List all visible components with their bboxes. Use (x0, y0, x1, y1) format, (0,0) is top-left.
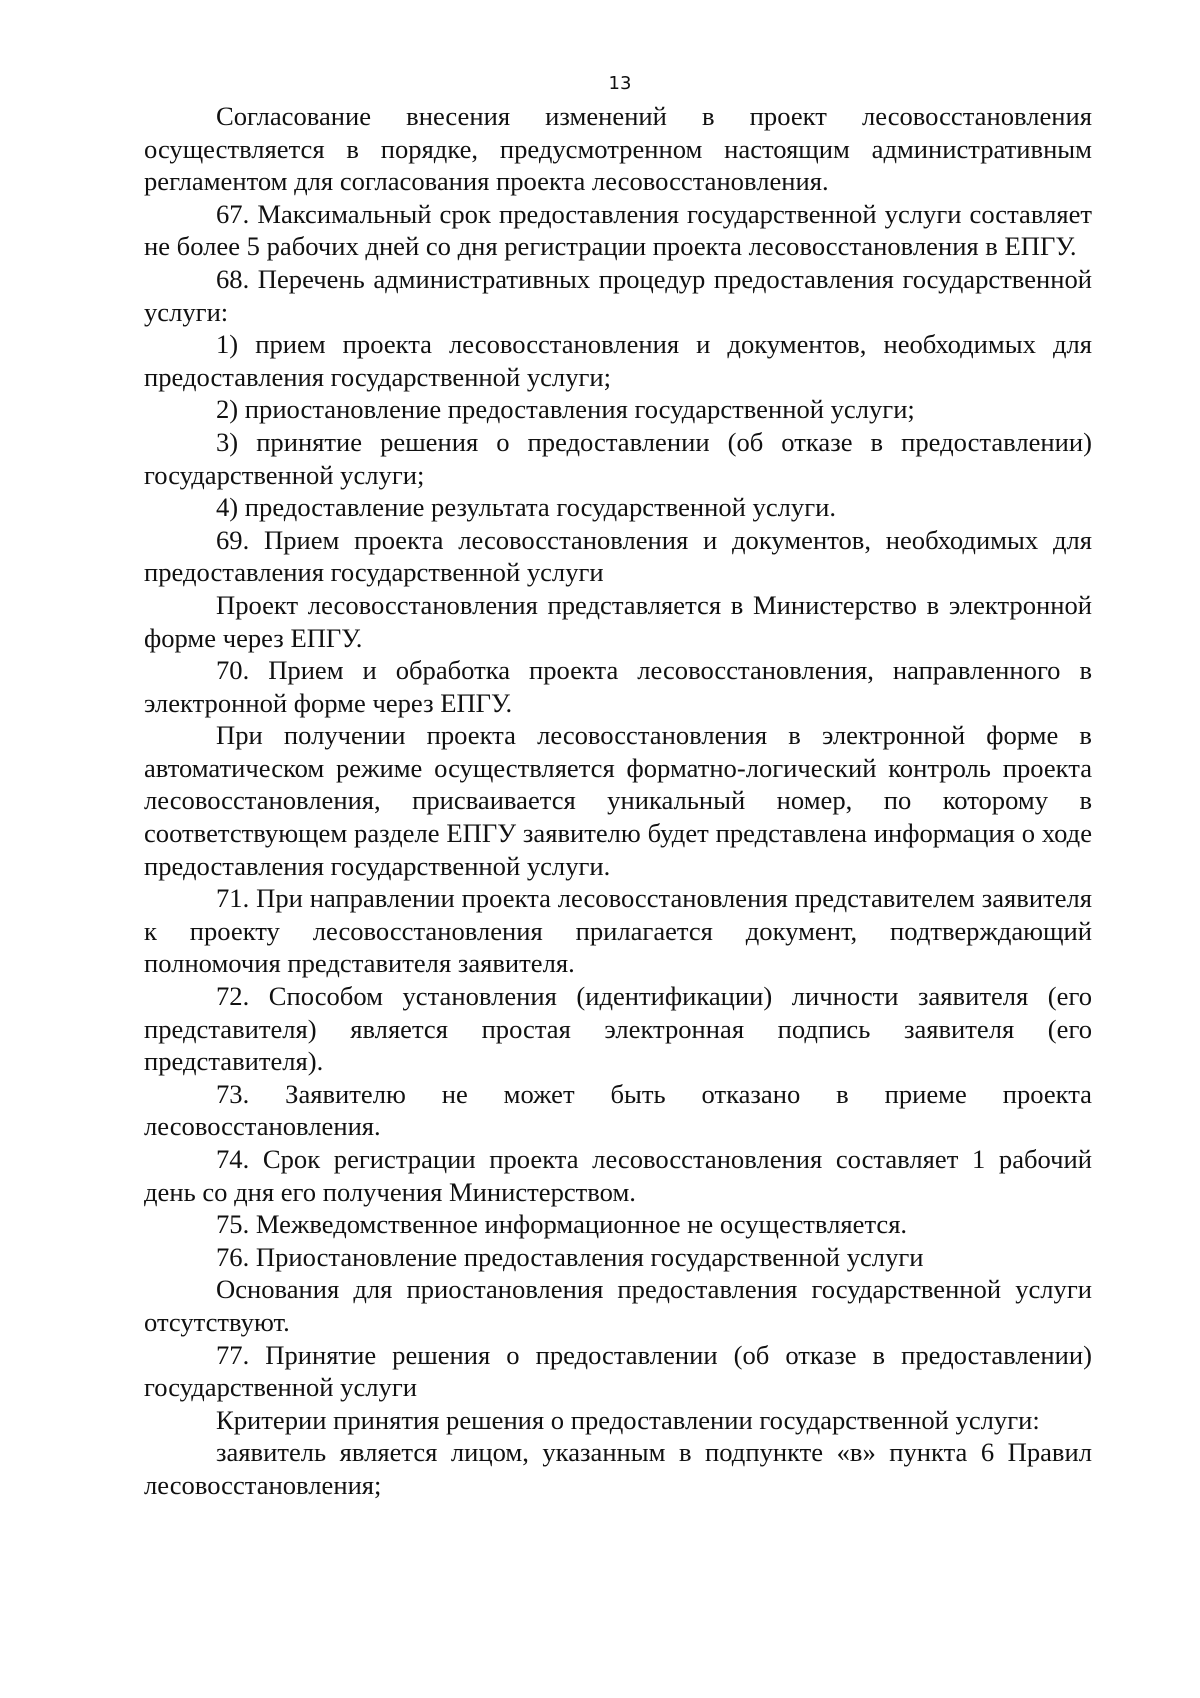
paragraph: заявитель является лицом, указанным в подпункте «в» пункта 6 Правил лесовосстановления; (144, 1437, 1092, 1500)
paragraph: 4) предоставление результата государственной услуги. (216, 492, 837, 523)
paragraph: 70. Прием и обработка проекта лесовосстановления, направленного в электронной форме через ЕПГУ. (144, 655, 1092, 718)
page-number: 13 (608, 73, 632, 94)
paragraph: 67. Максимальный срок предоставления государственной услуги составляет не более 5 рабочих дней со дня регистрации проекта лесовосстановления в ЕПГУ. (144, 198, 1092, 262)
paragraph: 74. Срок регистрации проекта лесовосстановления составляет 1 рабочий день со дня его получения Министерством. (144, 1144, 1092, 1207)
paragraph: Согласование внесения изменений в проект лесовосстановления осуществляется в порядке, предусмотренном настоящим административным регламентом для согласования проекта лесовосстановления. (144, 101, 1092, 197)
document-body (144, 100, 1092, 1502)
paragraph: При получении проекта лесовосстановления в электронной форме в автоматическом режиме осуществляется форматно-логический контроль проекта лесовосстановления, присваивается уникальный номер, по которому в соответствующем разделе ЕПГУ заявителю будет представлена информация о ходе предоставления государственной услуги. (144, 720, 1092, 881)
paragraph: 72. Способом установления (идентификации) личности заявителя (его представителя) является простая электронная подпись заявителя (его представителя). (144, 981, 1092, 1077)
paragraph: 76. Приостановление предоставления государственной услуги (216, 1241, 924, 1272)
paragraph: Проект лесовосстановления представляется в Министерство в электронной форме через ЕПГУ. (144, 589, 1092, 653)
paragraph: 75. Межведомственное информационное не осуществляется. (216, 1209, 908, 1240)
paragraph: 1) прием проекта лесовосстановления и документов, необходимых для предоставления государственной услуги; (144, 329, 1092, 392)
paragraph: 69. Прием проекта лесовосстановления и документов, необходимых для предоставления государственной услуги (144, 524, 1092, 588)
paragraph: 77. Принятие решения о предоставлении (об отказе в предоставлении) государственной услуги (144, 1339, 1092, 1403)
paragraph: 68. Перечень административных процедур предоставления государственной услуги: (144, 263, 1092, 327)
paragraph: 71. При направлении проекта лесовосстановления представителем заявителя к проекту лесовосстановления прилагается документ, подтверждающий полномочия представителя заявителя. (144, 883, 1092, 979)
paragraph: Основания для приостановления предоставления государственной услуги отсутствуют. (144, 1274, 1092, 1337)
paragraph: 2) приостановление предоставления государственной услуги; (216, 394, 915, 425)
paragraph: Критерии принятия решения о предоставлении государственной услуги: (216, 1404, 1040, 1435)
paragraph: 73. Заявителю не может быть отказано в приеме проекта лесовосстановления. (144, 1078, 1092, 1142)
paragraph: 3) принятие решения о предоставлении (об отказе в предоставлении) государственной услуги; (144, 426, 1092, 490)
